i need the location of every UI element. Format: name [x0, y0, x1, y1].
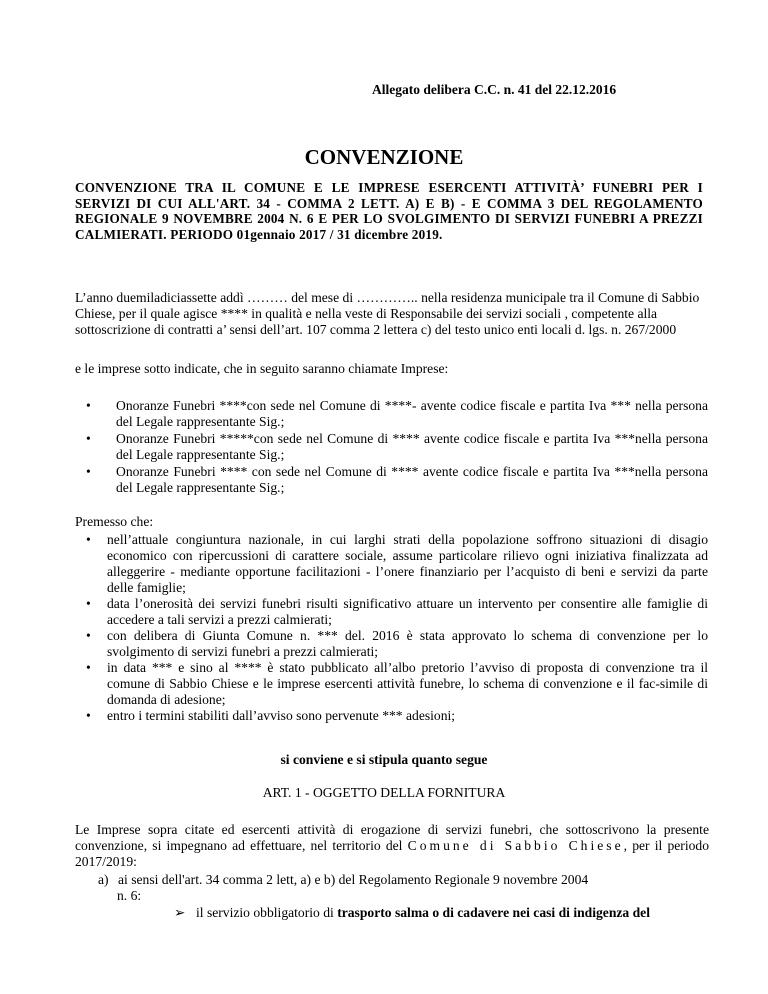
- arrow-bullet-icon: ➢: [174, 905, 186, 920]
- bullet-icon: •: [86, 464, 91, 479]
- premesso-text: in data *** e sino al **** è stato pubblicato all’albo pretorio l’avviso di proposta di convenzione tra il comune di Sabbio Chiese e le imprese esercenti attività funebre, lo schema di convenzione e il fac-simile di domanda di adesione;: [107, 660, 708, 707]
- premesso-text: entro i termini stabiliti dall’avviso sono pervenute *** adesioni;: [107, 708, 456, 723]
- item-a-text: ai sensi dell'art. 34 comma 2 lett, a) e b) del Regolamento Regionale 9 novembre 2004: [118, 872, 589, 887]
- article-1-paragraph: [75, 822, 709, 870]
- bullet-icon: •: [86, 708, 91, 723]
- firms-list: [86, 398, 708, 497]
- bullet-icon: •: [86, 398, 91, 413]
- bullet-icon: •: [86, 660, 91, 675]
- item-a-continuation: n. 6:: [117, 888, 142, 903]
- list-item: [86, 464, 708, 496]
- list-item: [86, 431, 708, 463]
- bullet-icon: •: [86, 532, 91, 547]
- intro-paragraph: L’anno duemiladiciassette addì ……… del mese di ………….. nella residenza municipale tra il Comune di Sabbio Chiese, per il quale agisce **** in qualità e nella veste di Responsabile dei servizi sociali , competente alla sottoscrizione di contratti a’ sensi dell’art. 107 comma 2 lettera c) del testo unico enti locali d. lgs. n. 267/2000: [75, 290, 700, 337]
- premesso-text: nell’attuale congiuntura nazionale, in cui larghi strati della popolazione soffrono situazioni di disagio economico con ripercussioni di carattere sociale, assume particolare rilievo ogni iniziativa finalizzata ad alleggerire - mediante opportune facilitazioni - l’onere finanziario per l’acquisto di beni e servizi da parte delle famiglie;: [107, 532, 708, 595]
- article-1-text-end: , per il periodo 2017/2019:: [75, 838, 710, 869]
- list-item: [86, 532, 708, 596]
- attachment-reference: Allegato delibera C.C. n. 41 del 22.12.2016: [372, 82, 617, 97]
- list-item: [86, 660, 708, 708]
- list-item: [86, 708, 708, 724]
- list-item: [86, 628, 708, 660]
- firm-text: Onoranze Funebri *****con sede nel Comune di **** avente codice fiscale e partita Iva ***nella persona del Legale rappresentante Sig.;: [116, 431, 708, 462]
- list-item: [86, 398, 708, 430]
- article-1-arrow-item: [174, 905, 650, 921]
- document-title: CONVENZIONE: [304, 145, 464, 169]
- intro-parties-line: e le imprese sotto indicate, che in seguito saranno chiamate Imprese:: [75, 361, 449, 376]
- firm-text: Onoranze Funebri ****con sede nel Comune di ****- avente codice fiscale e partita Iva *** nella persona del Legale rappresentante Sig.;: [116, 398, 708, 429]
- bullet-icon: •: [86, 431, 91, 446]
- bullet-icon: •: [86, 596, 91, 611]
- article-1-heading: ART. 1 - OGGETTO DELLA FORNITURA: [262, 785, 506, 800]
- item-a-label: a): [98, 872, 109, 887]
- article-1-item-a: [98, 872, 678, 888]
- document-subtitle: CONVENZIONE TRA IL COMUNE E LE IMPRESE ESERCENTI ATTIVITÀ’ FUNEBRI PER I SERVIZI DI CUI ALL'ART. 34 - COMMA 2 LETT. A) E B) - E COMMA 3 DEL REGOLAMENTO REGIONALE 9 NOVEMBRE 2004 N. 6 E PER LO SVOLGIMENTO DI SERVIZI FUNEBRI A PREZZI CALMIERATI. PERIODO 01gennaio 2017 / 31 dicembre 2019.: [75, 180, 703, 242]
- premesso-text: data l’onerosità dei servizi funebri risulti significativo attuare un intervento per consentire alle famiglie di accedere a tali servizi a prezzi calmierati;: [107, 596, 708, 627]
- agreement-statement: si conviene e si stipula quanto segue: [280, 752, 488, 767]
- premesso-text: con delibera di Giunta Comune n. *** del. 2016 è stata approvato lo schema di convenzione per lo svolgimento di servizi funebri a prezzi calmierati;: [107, 628, 708, 659]
- arrow-item-bold-text: trasporto salma o di cadavere nei casi di indigenza del: [337, 905, 650, 920]
- bullet-icon: •: [86, 628, 91, 643]
- arrow-item-text: il servizio obbligatorio di: [196, 905, 338, 920]
- article-1-text-start: Le Imprese sopra citate ed esercenti attività di erogazione di servizi funebri, che sottoscrivono la presente convenzione, si impegnano ad effettuare, nel territorio del: [75, 822, 709, 853]
- municipality-name: Comune di Sabbio Chiese: [407, 838, 624, 853]
- firm-text: Onoranze Funebri **** con sede nel Comune di **** avente codice fiscale e partita Iva ***nella persona del Legale rappresentante Sig.;: [116, 464, 708, 495]
- premesso-list: [86, 532, 708, 724]
- list-item: [86, 596, 708, 628]
- premesso-heading: Premesso che:: [75, 514, 154, 529]
